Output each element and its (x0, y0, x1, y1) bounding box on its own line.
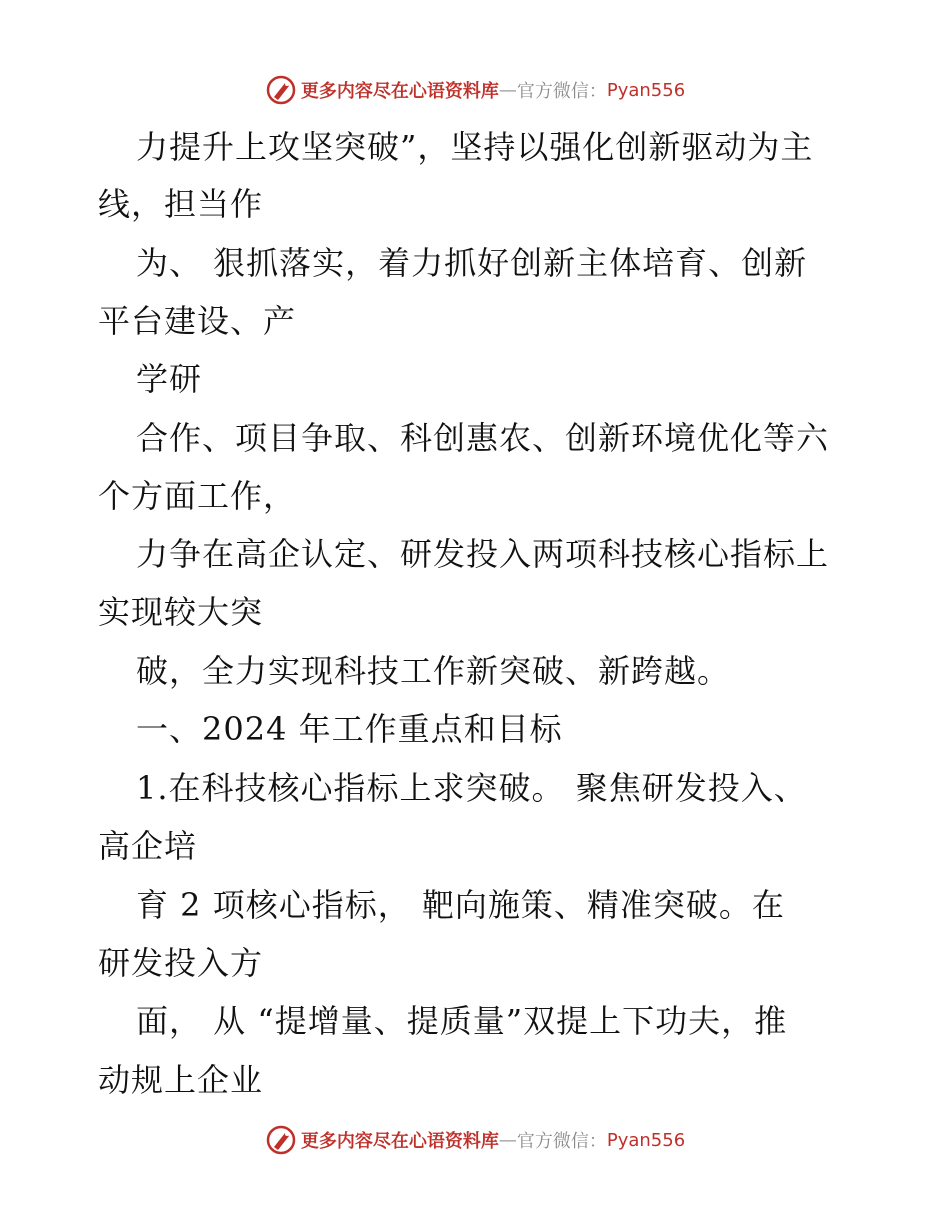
body-line: 力提升上攻坚突破”，坚持以强化创新驱动为主 (136, 128, 814, 166)
body-line: 面， 从 “提增量、提质量”双提上下功夫，推 (136, 1002, 788, 1040)
body-line: 线，担当作 (98, 185, 264, 223)
watermark-wechat-id: Pyan556 (606, 1129, 686, 1151)
body-line: 研发投入方 (98, 944, 264, 982)
body-line: 为、 狠抓落实，着力抓好创新主体培育、创新 (136, 244, 808, 282)
body-line: 高企培 (98, 827, 198, 865)
body-line: 1.在科技核心指标上求突破。 聚焦研发投入、 (136, 769, 807, 807)
watermark-main-text: 更多内容尽在心语资料库 (300, 81, 499, 102)
body-line: 力争在高企认定、研发投入两项科技核心指标上 (136, 535, 830, 573)
pen-logo-icon (265, 1124, 297, 1156)
section-heading: 一、2024 年工作重点和目标 (136, 710, 563, 748)
body-line: 平台建设、产 (98, 302, 297, 340)
body-line: 育 2 项核心指标， 靶向施策、精准突破。在 (136, 886, 785, 924)
watermark-wechat-id: Pyan556 (606, 79, 686, 101)
body-line: 合作、项目争取、科创惠农、创新环境优化等六 (136, 419, 830, 457)
watermark-label: 官方微信： (516, 1131, 607, 1152)
body-line: 学研 (136, 360, 203, 398)
body-line: 个方面工作， (98, 477, 297, 515)
body-line: 破，全力实现科技工作新突破、新跨越。 (136, 652, 731, 690)
watermark-main-text: 更多内容尽在心语资料库 (300, 1131, 499, 1152)
body-line: 实现较大突 (98, 593, 264, 631)
watermark-dash: — (498, 1129, 517, 1151)
watermark-dash: — (498, 79, 517, 101)
watermark-footer (0, 1120, 950, 1160)
body-line: 动规上企业 (98, 1061, 264, 1099)
watermark-label: 官方微信： (516, 81, 607, 102)
